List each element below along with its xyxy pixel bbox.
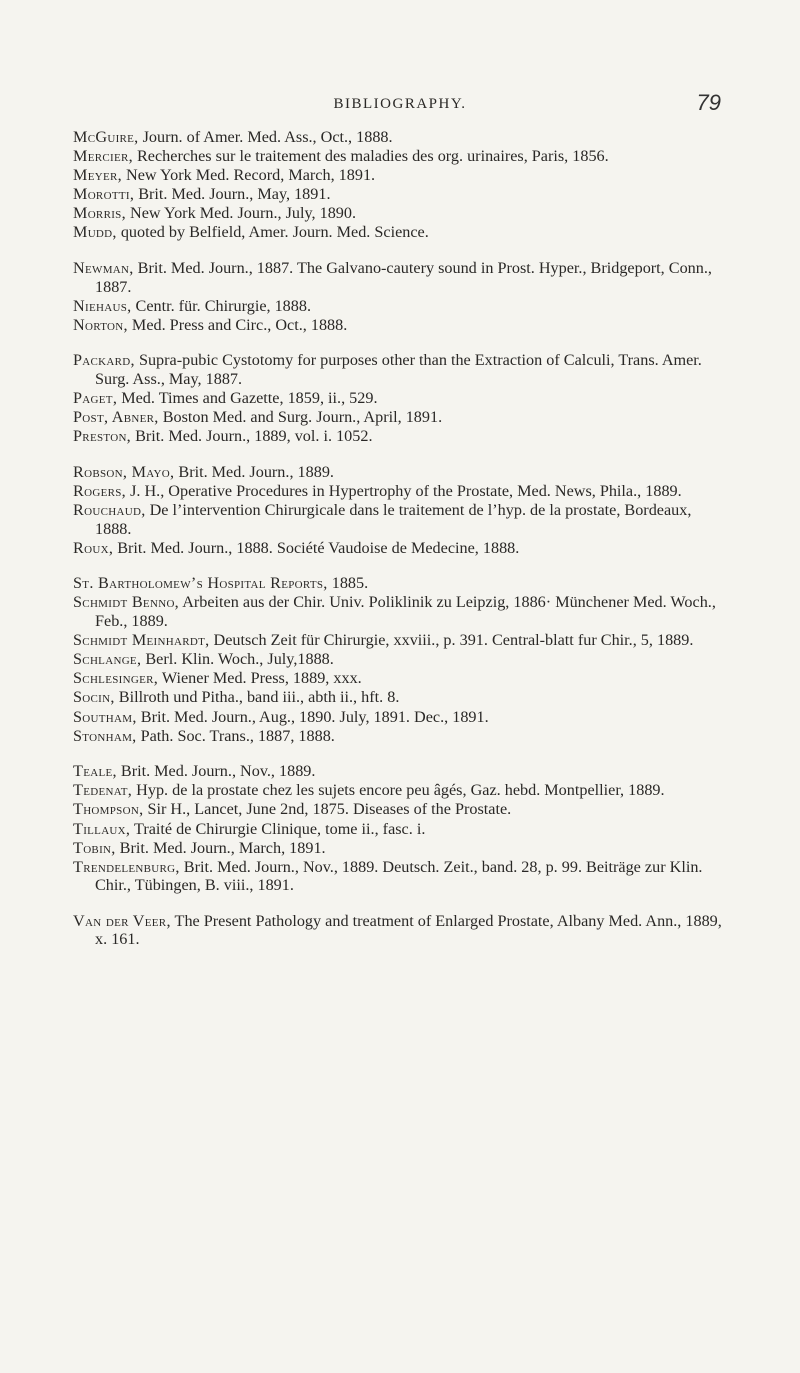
author-name: Tobin,	[73, 838, 116, 857]
author-name: Roux,	[73, 538, 114, 557]
bibliography-entry	[73, 408, 728, 427]
bibliography-entry	[73, 204, 728, 223]
citation-text: Centr. für. Chirurgie, 1888.	[131, 296, 312, 315]
author-name: Mercier,	[73, 147, 133, 166]
citation-text: 1885.	[327, 574, 369, 593]
bibliography-entry	[73, 912, 728, 949]
author-name: Niehaus,	[73, 296, 132, 315]
bibliography-entry	[73, 688, 728, 707]
bibliography-entry	[73, 708, 728, 727]
bibliography-entry	[73, 539, 728, 558]
bibliography-entry	[73, 574, 728, 593]
bibliography-entry	[73, 297, 728, 316]
author-name: Tillaux,	[73, 819, 131, 838]
author-name: McGuire,	[73, 128, 139, 146]
bibliography-entry	[73, 727, 728, 746]
author-name: Socin,	[73, 688, 115, 707]
citation-text: De l’intervention Chirurgicale dans le traitement de l’hyp. de la prostate, Bordeaux, 1888.	[95, 501, 692, 538]
author-name: Schmidt Meinhardt,	[73, 631, 210, 650]
author-name: Preston,	[73, 427, 132, 446]
citation-text: Journ. of Amer. Med. Ass., Oct., 1888.	[138, 128, 393, 146]
bibliography-entry	[73, 128, 728, 147]
bibliography-group-m	[73, 128, 728, 242]
bibliography-entry	[73, 820, 728, 839]
bibliography-list	[73, 128, 728, 966]
author-name: Packard,	[73, 351, 135, 370]
citation-text: Brit. Med. Journ., 1889, vol. i. 1052.	[131, 427, 373, 446]
author-name: Stonham,	[73, 726, 137, 745]
bibliography-group-p	[73, 351, 728, 445]
citation-text: Deutsch Zeit für Chirurgie, xxviii., p. 391. Central-blatt fur Chir., 5, 1889.	[209, 631, 694, 650]
bibliography-entry	[73, 858, 728, 895]
bibliography-entry	[73, 482, 728, 501]
author-name: St. Bartholomew’s Hospital Reports,	[73, 574, 328, 593]
citation-text: Med. Times and Gazette, 1859, ii., 529.	[117, 389, 378, 408]
bibliography-entry	[73, 223, 728, 242]
citation-text: Brit. Med. Journ., 1887. The Galvano-cautery sound in Prost. Hyper., Bridgeport, Conn., 1887.	[95, 259, 712, 296]
citation-text: Traité de Chirurgie Clinique, tome ii., fasc. i.	[130, 819, 426, 838]
bibliography-group-r	[73, 463, 728, 557]
author-name: Norton,	[73, 315, 128, 334]
bibliography-entry	[73, 259, 728, 296]
author-name: Schlesinger,	[73, 669, 159, 688]
bibliography-entry	[73, 762, 728, 781]
bibliography-entry	[73, 839, 728, 858]
citation-text: Berl. Klin. Woch., July,1888.	[141, 650, 334, 669]
bibliography-entry	[73, 800, 728, 819]
page-header	[0, 90, 800, 118]
bibliography-entry	[73, 316, 728, 335]
bibliography-entry	[73, 389, 728, 408]
citation-text: Sir H., Lancet, June 2nd, 1875. Diseases of the Prostate.	[143, 800, 512, 819]
author-name: Trendelenburg,	[73, 857, 180, 876]
author-name: Paget,	[73, 389, 118, 408]
bibliography-entry	[73, 166, 728, 185]
citation-text: Brit. Med. Journ., March, 1891.	[115, 838, 326, 857]
bibliography-entry	[73, 185, 728, 204]
author-name: Schlange,	[73, 650, 142, 669]
citation-text: New York Med. Journ., July, 1890.	[125, 204, 357, 223]
author-name: Morotti,	[73, 185, 135, 204]
bibliography-entry	[73, 501, 728, 538]
citation-text: Supra-pubic Cystotomy for purposes other than the Extraction of Calculi, Trans. Amer. Surg. Ass., May, 1887.	[95, 351, 702, 389]
running-head: BIBLIOGRAPHY.	[333, 96, 467, 112]
citation-text: J. H., Operative Procedures in Hypertrophy of the Prostate, Med. News, Phila., 1889.	[126, 482, 682, 500]
bibliography-entry	[73, 147, 728, 166]
author-name: Van der Veer,	[73, 911, 171, 930]
bibliography-entry	[73, 463, 728, 482]
bibliography-entry	[73, 669, 728, 688]
citation-text: Boston Med. and Surg. Journ., April, 1891.	[158, 408, 443, 427]
author-name: Robson, Mayo,	[73, 462, 175, 481]
citation-text: Wiener Med. Press, 1889, xxx.	[158, 669, 362, 688]
citation-text: Brit. Med. Journ., Aug., 1890. July, 1891. Dec., 1891.	[136, 707, 489, 726]
bibliography-group-n	[73, 259, 728, 334]
author-name: Rouchaud,	[73, 501, 146, 520]
citation-text: Billroth und Pitha., band iii., abth ii., hft. 8.	[114, 688, 400, 707]
citation-text: Recherches sur le traitement des maladies des org. urinaires, Paris, 1856.	[132, 147, 609, 166]
citation-text: Med. Press and Circ., Oct., 1888.	[127, 315, 348, 334]
bibliography-entry	[73, 631, 728, 650]
author-name: Rogers,	[73, 482, 127, 500]
author-name: Morris,	[73, 204, 126, 223]
bibliography-group-v	[73, 912, 728, 949]
bibliography-entry	[73, 427, 728, 446]
bibliography-entry	[73, 650, 728, 669]
author-name: Tedenat,	[73, 781, 133, 800]
citation-text: Arbeiten aus der Chir. Univ. Poliklinik zu Leipzig, 1886· Münchener Med. Woch., Feb., 1889.	[95, 593, 716, 631]
author-name: Teale,	[73, 762, 117, 781]
citation-text: New York Med. Record, March, 1891.	[121, 166, 376, 185]
author-name: Meyer,	[73, 166, 122, 185]
author-name: Post, Abner,	[73, 408, 159, 427]
author-name: Southam,	[73, 707, 137, 726]
author-name: Thompson,	[73, 800, 144, 819]
citation-text: Brit. Med. Journ., May, 1891.	[134, 185, 331, 204]
bibliography-entry	[73, 593, 728, 630]
citation-text: quoted by Belfield, Amer. Journ. Med. Science.	[116, 223, 429, 242]
citation-text: Hyp. de la prostate chez les sujets encore peu âgés, Gaz. hebd. Montpellier, 1889.	[132, 781, 665, 800]
bibliography-group-s	[73, 574, 728, 745]
author-name: Mudd,	[73, 223, 117, 242]
citation-text: The Present Pathology and treatment of Enlarged Prostate, Albany Med. Ann., 1889, x. 161.	[95, 911, 722, 949]
author-name: Newman,	[73, 259, 134, 278]
bibliography-group-t	[73, 762, 728, 895]
bibliography-entry	[73, 781, 728, 800]
citation-text: Brit. Med. Journ., 1888. Société Vaudoise de Medecine, 1888.	[113, 538, 520, 557]
page-number: 79	[696, 90, 721, 115]
citation-text: Brit. Med. Journ., 1889.	[174, 462, 334, 481]
citation-text: Brit. Med. Journ., Nov., 1889.	[116, 762, 316, 781]
citation-text: Brit. Med. Journ., Nov., 1889. Deutsch. Zeit., band. 28, p. 99. Beiträge zur Klin. Chir., Tübingen, B. viii., 1891.	[95, 857, 703, 895]
author-name: Schmidt Benno,	[73, 593, 180, 612]
bibliography-entry	[73, 351, 728, 388]
citation-text: Path. Soc. Trans., 1887, 1888.	[136, 726, 335, 745]
